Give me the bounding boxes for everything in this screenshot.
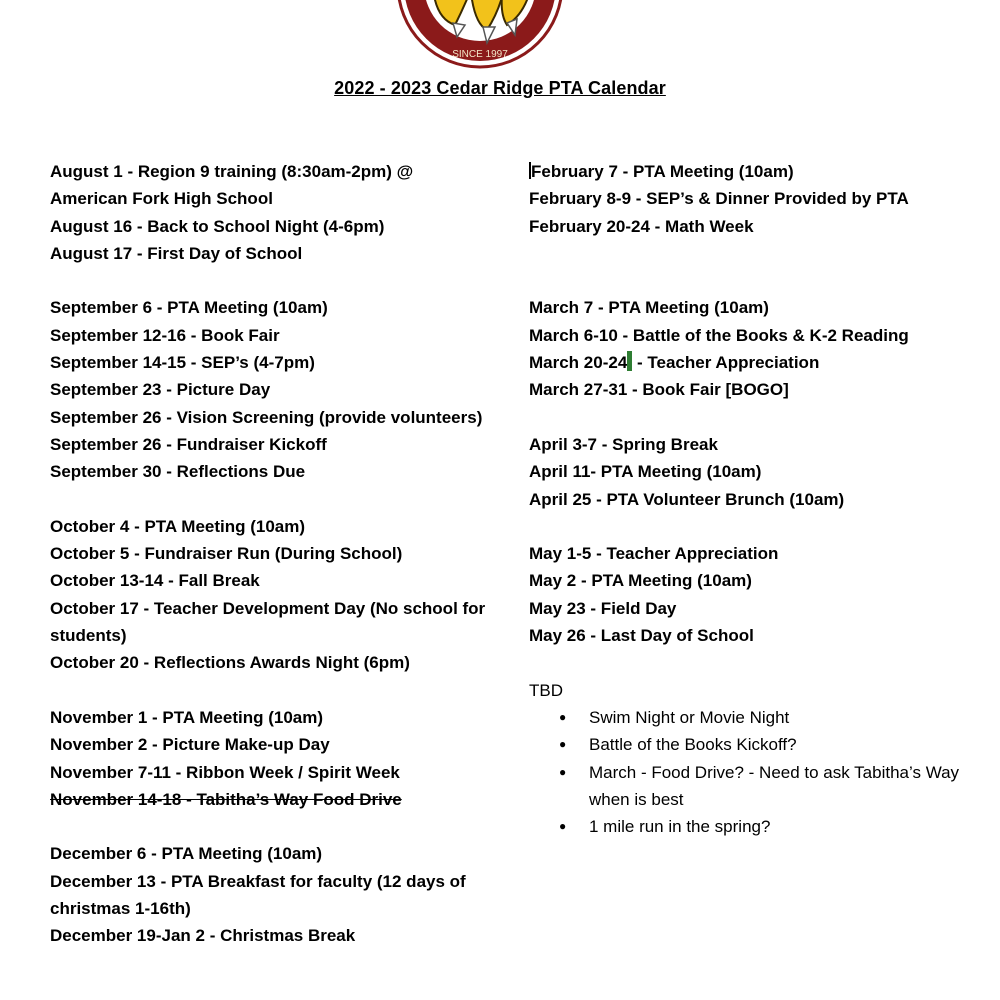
calendar-entry [50, 567, 490, 594]
page-title: 2022 - 2023 Cedar Ridge PTA Calendar [334, 78, 666, 98]
calendar-entry-text: March 7 - PTA Meeting (10am) [529, 298, 769, 318]
calendar-entry-text: March 27-31 - Book Fair [BOGO] [529, 380, 789, 400]
calendar-entry [529, 294, 969, 321]
calendar-entry-text: November 2 - Picture Make-up Day [50, 735, 330, 755]
calendar-entry [529, 158, 969, 185]
school-logo-icon [395, 0, 565, 70]
calendar-entry-text: August 17 - First Day of School [50, 243, 303, 263]
calendar-entry-text: May 2 - PTA Meeting (10am) [529, 571, 752, 591]
calendar-entry [50, 376, 490, 403]
calendar-entry-text: April 3-7 - Spring Break [529, 434, 718, 454]
calendar-entry [529, 376, 969, 403]
calendar-entry-text: September 6 - PTA Meeting (10am) [50, 298, 328, 318]
calendar-entry [50, 213, 490, 240]
spacer [50, 677, 490, 704]
calendar-entry [50, 404, 490, 431]
calendar-entry [529, 322, 969, 349]
calendar-entry [50, 868, 490, 923]
calendar-entry [529, 486, 969, 513]
calendar-entry [50, 704, 490, 731]
spacer [50, 813, 490, 840]
calendar-entry [50, 840, 490, 867]
calendar-entry [50, 649, 490, 676]
spacer [50, 267, 490, 294]
calendar-entry [50, 158, 490, 213]
calendar-entry [50, 540, 490, 567]
calendar-entry-text: October 17 - Teacher Development Day (No school for students) [50, 598, 486, 646]
calendar-entry-text: April 25 - PTA Volunteer Brunch (10am) [529, 489, 845, 509]
calendar-entry [50, 458, 490, 485]
tbd-list [529, 704, 969, 840]
calendar-entry-text: September 26 - Fundraiser Kickoff [50, 434, 327, 454]
tbd-list-item: ● 1 mile run in the spring? [529, 813, 969, 840]
calendar-entry-text: May 26 - Last Day of School [529, 626, 754, 646]
calendar-entry [529, 458, 969, 485]
logo-text: SINCE 1997 [452, 49, 508, 60]
calendar-entry-text: October 20 - Reflections Awards Night (6pm) [50, 653, 410, 673]
spacer [529, 404, 969, 431]
calendar-entry-text: September 30 - Reflections Due [50, 462, 306, 482]
tbd-heading: TBD [529, 680, 563, 700]
calendar-entry-text: September 26 - Vision Screening (provide volunteers) [50, 407, 483, 427]
calendar-entry [529, 185, 969, 212]
spacer [529, 513, 969, 540]
calendar-entry-text: May 1-5 - Teacher Appreciation [529, 544, 779, 564]
spacer [50, 486, 490, 513]
calendar-entry-text: October 4 - PTA Meeting (10am) [50, 516, 306, 536]
calendar-entry-text: February 20-24 - Math Week [529, 216, 754, 236]
tbd-list-item: ● Battle of the Books Kickoff? [529, 731, 969, 758]
calendar-entry-text: August 1 - Region 9 training (8:30am-2pm) @ American Fork High School [50, 162, 414, 209]
calendar-entry-text: December 13 - PTA Breakfast for faculty (12 days of christmas 1-16th) [50, 871, 466, 919]
calendar-entry [529, 540, 969, 567]
calendar-entry-text: April 11- PTA Meeting (10am) [529, 462, 762, 482]
calendar-entry-text: October 5 - Fundraiser Run (During School) [50, 544, 403, 564]
calendar-entry [50, 786, 490, 813]
calendar-entry [50, 595, 490, 650]
calendar-entry [50, 349, 490, 376]
calendar-entry-text: September 14-15 - SEP’s (4-7pm) [50, 353, 315, 373]
calendar-entry-text: May 23 - Field Day [529, 598, 677, 618]
calendar-entry [529, 213, 969, 240]
calendar-entry-text: September 12-16 - Book Fair [50, 325, 280, 345]
calendar-entry [529, 622, 969, 649]
calendar-entry [50, 731, 490, 758]
calendar-entry [529, 349, 969, 376]
calendar-right-column [529, 158, 969, 840]
calendar-entry [50, 513, 490, 540]
calendar-entry [50, 759, 490, 786]
calendar-left-column [50, 158, 490, 950]
calendar-entry-text: August 16 - Back to School Night (4-6pm) [50, 216, 385, 236]
calendar-entry-text: December 19-Jan 2 - Christmas Break [50, 926, 356, 946]
spacer [529, 240, 969, 267]
calendar-entry-text: November 7-11 - Ribbon Week / Spirit Week [50, 762, 400, 782]
spacer [529, 267, 969, 294]
calendar-entry [529, 595, 969, 622]
spacer [529, 649, 969, 676]
calendar-entry-text: November 14-18 - Tabitha’s Way Food Drive [50, 789, 402, 809]
calendar-entry [50, 294, 490, 321]
calendar-entry-text: February 7 - PTA Meeting (10am) [531, 162, 794, 181]
calendar-entry-text: October 13-14 - Fall Break [50, 571, 260, 591]
calendar-entry [50, 922, 490, 949]
calendar-entry-text: September 23 - Picture Day [50, 380, 271, 400]
calendar-entry [50, 431, 490, 458]
calendar-entry-text: December 6 - PTA Meeting (10am) [50, 844, 323, 864]
calendar-entry [529, 431, 969, 458]
calendar-entry [529, 567, 969, 594]
calendar-entry-text: March 20-24 - Teacher Appreciation [529, 353, 820, 373]
calendar-entry-text: November 1 - PTA Meeting (10am) [50, 707, 324, 727]
tbd-list-item: ● March - Food Drive? - Need to ask Tabitha’s Way when is best [529, 759, 969, 814]
calendar-entry [50, 322, 490, 349]
calendar-entry-text: March 6-10 - Battle of the Books & K-2 Reading [529, 325, 909, 345]
tbd-list-item: ● Swim Night or Movie Night [529, 704, 969, 731]
calendar-entry [50, 240, 490, 267]
calendar-entry-text: February 8-9 - SEP’s & Dinner Provided by PTA [529, 189, 909, 209]
